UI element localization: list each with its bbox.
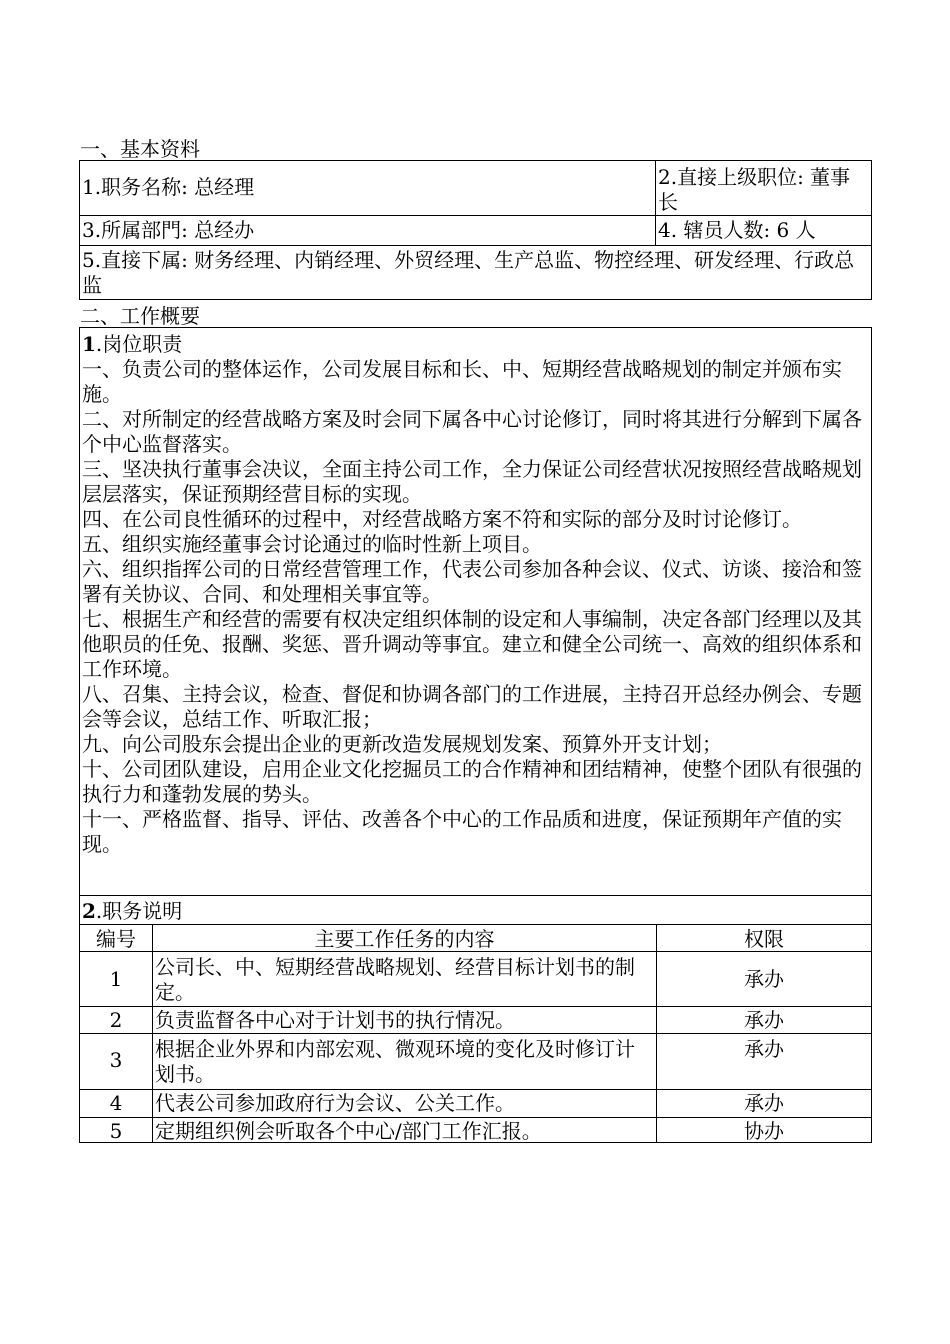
divider	[79, 245, 872, 246]
divider	[79, 215, 872, 216]
table-cell-authority: 承办	[744, 1037, 784, 1061]
divider	[79, 1089, 872, 1090]
duty-item: 十、公司团队建设，启用企业文化挖掘员工的合作精神和团结精神，使整个团队有很强的执行力和蓬勃发展的势头。	[82, 757, 862, 806]
table-cell-task: 代表公司参加政府行为会议、公关工作。	[155, 1091, 515, 1115]
table-cell-number: 3	[109, 1048, 123, 1072]
duty-item: 八、召集、主持会议，检查、督促和协调各部门的工作进展，主持召开总经办例会、专题会等会议，总结工作、听取汇报；	[82, 682, 862, 731]
duties-heading: 1.岗位职责	[82, 332, 183, 356]
table-cell-number: 1	[109, 967, 123, 991]
table-header-task: 主要工作任务的内容	[314, 927, 495, 951]
table-cell-number: 2	[109, 1008, 123, 1032]
divider	[79, 924, 872, 925]
duty-item: 五、组织实施经董事会讨论通过的临时性新上项目。	[82, 532, 542, 556]
section-basic-info-title: 一、基本资料	[80, 137, 200, 161]
table-cell-task: 根据企业外界和内部宏观、微观环境的变化及时修订计划书。	[155, 1037, 635, 1086]
duty-item: 四、在公司良性循环的过程中，对经营战略方案不符和实际的部分及时讨论修订。	[82, 507, 802, 531]
divider	[79, 1033, 872, 1034]
duty-item: 二、对所制定的经营战略方案及时会同下属各中心讨论修订，同时将其进行分解到下属各个中心监督落实。	[82, 407, 862, 456]
subordinates-field: 5.直接下属: 财务经理、内销经理、外贸经理、生产总监、物控经理、研发经理、行政总监	[82, 248, 855, 297]
duties-list	[80, 357, 871, 897]
superior-position-field: 2.直接上级职位: 董事长	[658, 165, 851, 214]
staff-count-field: 4. 辖员人数: 6 人	[658, 218, 816, 242]
table-cell-task: 定期组织例会听取各个中心/部门工作汇报。	[155, 1119, 542, 1143]
table-header-number: 编号	[96, 927, 136, 951]
section-work-summary-title: 二、工作概要	[80, 304, 200, 328]
job-title-field: 1.职务名称: 总经理	[82, 175, 255, 199]
table-cell-number: 5	[109, 1119, 123, 1143]
duty-item: 一、负责公司的整体运作，公司发展目标和长、中、短期经营战略规划的制定并颁布实施。	[82, 357, 842, 406]
duty-item: 十一、严格监督、指导、评估、改善各个中心的工作品质和进度，保证预期年产值的实现。	[82, 807, 842, 856]
duty-item: 三、坚决执行董事会决议，全面主持公司工作，全力保证公司经营状况按照经营战略规划层层落实，保证预期经营目标的实现。	[82, 457, 862, 506]
table-cell-authority: 承办	[744, 1008, 784, 1032]
table-cell-number: 4	[109, 1091, 123, 1115]
job-description-heading: 2.职务说明	[82, 899, 183, 923]
divider	[79, 1117, 872, 1118]
department-field: 3.所属部門: 总经办	[82, 218, 255, 242]
table-cell-authority: 承办	[744, 967, 784, 991]
table-header-authority: 权限	[744, 927, 784, 951]
table-cell-authority: 协办	[744, 1119, 784, 1143]
table-cell-task: 负责监督各中心对于计划书的执行情况。	[155, 1008, 515, 1032]
duty-item: 七、根据生产和经营的需要有权决定组织体制的设定和人事编制，决定各部门经理以及其他职员的任免、报酬、奖惩、晋升调动等事宜。建立和健全公司统一、高效的组织体系和工作环境。	[82, 607, 862, 681]
divider	[79, 1006, 872, 1007]
duty-item: 九、向公司股东会提出企业的更新改造发展规划发案、预算外开支计划；	[82, 732, 722, 756]
table-cell-authority: 承办	[744, 1091, 784, 1115]
duty-item: 六、组织指挥公司的日常经营管理工作，代表公司参加各种会议、仪式、访谈、接洽和签署有关协议、合同、和处理相关事宜等。	[82, 557, 862, 606]
divider	[79, 895, 872, 896]
table-cell-task: 公司长、中、短期经营战略规划、经营目标计划书的制定。	[155, 955, 635, 1004]
